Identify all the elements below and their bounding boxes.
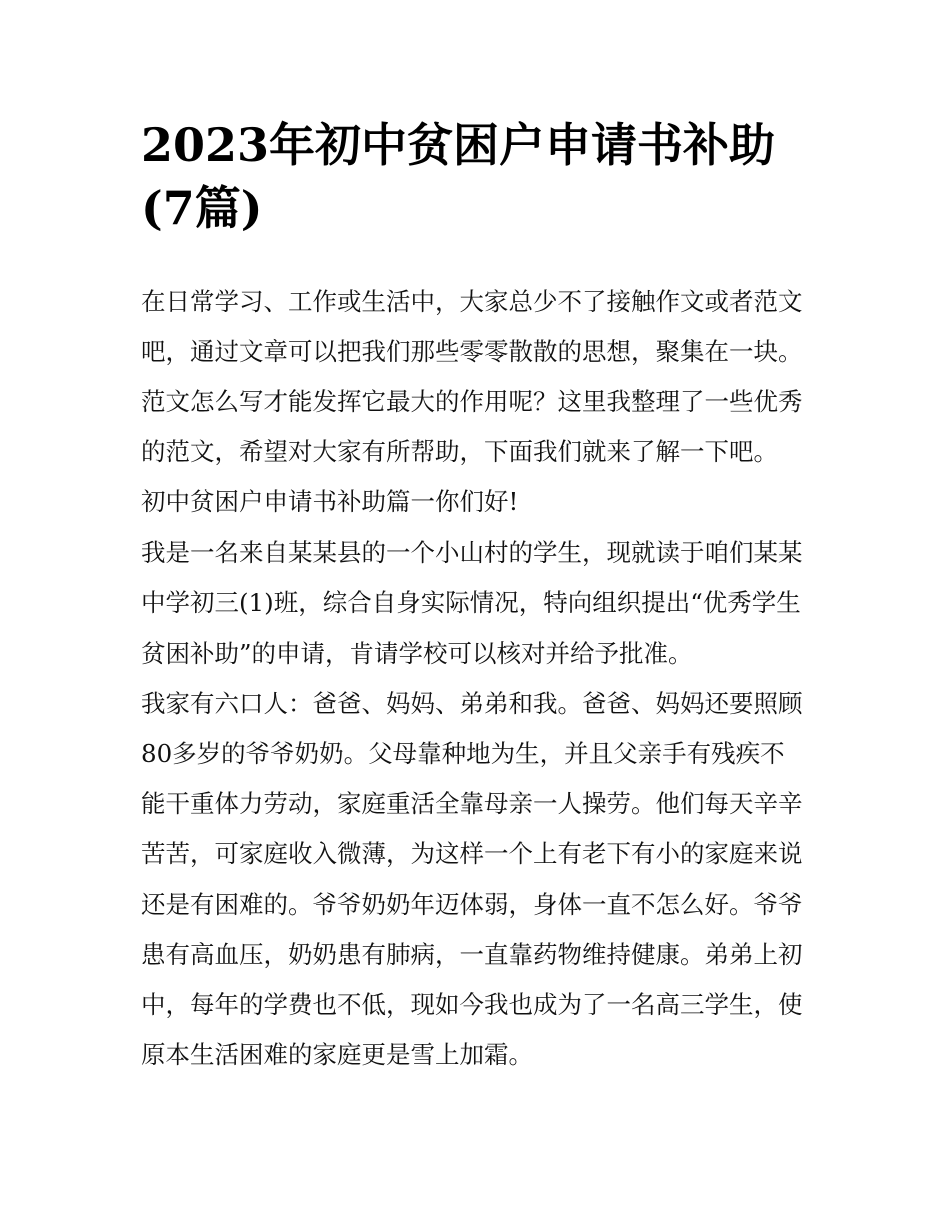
title-line-1: 2023年初中贫困户申请书补助 [141,118,776,172]
document-title [141,114,821,240]
body-line: 原本生活困难的家庭更是雪上加霜。 [141,1040,533,1069]
title-line-2: (7篇) [141,181,263,235]
body-line: 的范文，希望对大家有所帮助，下面我们就来了解一下吧。 [141,437,778,466]
body-line: 中，每年的学费也不低，现如今我也成为了一名高三学生，使 [141,990,803,1019]
body-line: 能干重体力劳动，家庭重活全靠母亲一人操劳。他们每天辛辛 [141,789,803,818]
body-line: 患有高血压，奶奶患有肺病，一直靠药物维持健康。弟弟上初 [141,940,803,969]
body-line: 我是一名来自某某县的一个小山村的学生，现就读于咱们某某 [141,538,803,567]
body-line: 在日常学习、工作或生活中，大家总少不了接触作文或者范文 [141,287,803,316]
body-line: 80多岁的爷爷奶奶。父母靠种地为生，并且父亲手有残疾不 [141,739,785,768]
body-line: 还是有困难的。爷爷奶奶年迈体弱，身体一直不怎么好。爷爷 [141,890,803,919]
body-line: 范文怎么写才能发挥它最大的作用呢？这里我整理了一些优秀 [141,387,803,416]
body-line: 我家有六口人：爸爸、妈妈、弟弟和我。爸爸、妈妈还要照顾 [141,689,803,718]
body-line: 苦苦，可家庭收入微薄，为这样一个上有老下有小的家庭来说 [141,839,803,868]
body-line: 中学初三(1)班，综合自身实际情况，特向组织提出“优秀学生 [141,588,801,617]
section-heading-line: 初中贫困户申请书补助篇一你们好! [141,487,519,516]
body-line: 吧，通过文章可以把我们那些零零散散的思想，聚集在一块。 [141,337,803,366]
body-line: 贫困补助”的申请，肯请学校可以核对并给予批准。 [141,639,693,668]
